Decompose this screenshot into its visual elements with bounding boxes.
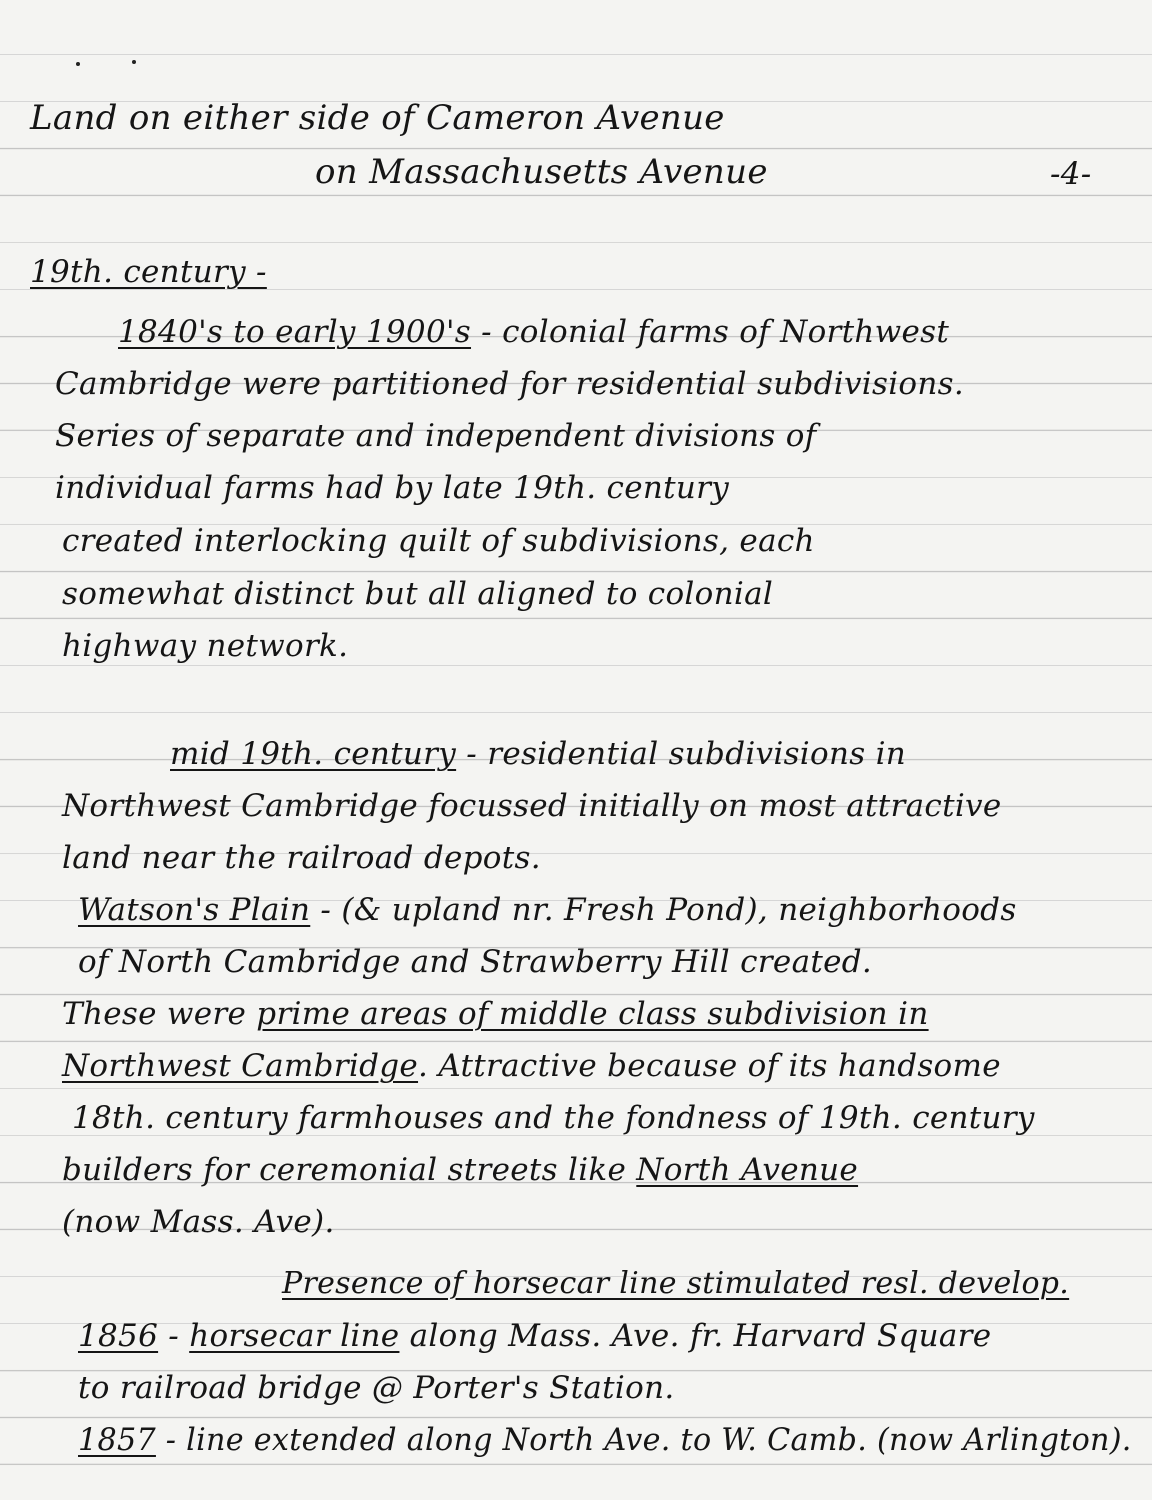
paragraph-1-line-2: Cambridge were partitioned for residential subdivisions. (55, 366, 965, 402)
heading-line-1: Land on either side of Cameron Avenue (30, 98, 725, 138)
paragraph-2-line-5: of North Cambridge and Strawberry Hill created. (78, 944, 873, 980)
paragraph-1-line-6: somewhat distinct but all aligned to colonial (62, 576, 774, 612)
date-range-underlined: 1840's to early 1900's (118, 314, 472, 350)
entry-1856 (78, 1316, 991, 1356)
paragraph-1-line-1 (118, 312, 949, 352)
entry-1856-text: along Mass. Ave. fr. Harvard Square (399, 1318, 992, 1354)
paragraph-1-line-7: highway network. (62, 628, 349, 664)
paragraph-2-line-6 (62, 994, 929, 1034)
year-1856-underlined: 1856 (78, 1318, 159, 1354)
entry-1856-line-2: to railroad bridge @ Porter's Station. (78, 1370, 675, 1406)
year-1857-underlined: 1857 (78, 1422, 156, 1458)
section-heading-19th-century: 19th. century - (30, 254, 267, 290)
paragraph-2-line-8: 18th. century farmhouses and the fondness of 19th. century (72, 1100, 1035, 1136)
paragraph-2-line-7 (62, 1046, 1001, 1086)
paragraph-2-line-3: land near the railroad depots. (62, 840, 541, 876)
page-number: -4- (1050, 156, 1092, 192)
paragraph-2-line-2: Northwest Cambridge focussed initially on most attractive (62, 788, 1002, 824)
paragraph-2-line-9 (62, 1150, 858, 1190)
paragraph-2-line-9-lead: builders for ceremonial streets like (62, 1152, 637, 1188)
entry-1856-separator: - (158, 1318, 190, 1354)
paragraph-1-line-5: created interlocking quilt of subdivisions, each (62, 523, 815, 559)
paragraph-1-line-3: Series of separate and independent divisions of (55, 418, 817, 454)
paragraph-2-line-1 (170, 734, 906, 774)
northwest-cambridge-underlined: Northwest Cambridge (62, 1048, 419, 1084)
entry-1857-text: - line extended along North Ave. to W. Camb. (now Arlington). (155, 1422, 1132, 1458)
paragraph-2-lead-text: - residential subdivisions in (456, 736, 907, 772)
north-avenue-underlined: North Avenue (636, 1152, 859, 1188)
paragraph-2-line-10: (now Mass. Ave). (62, 1204, 335, 1240)
paragraph-2-line-4 (78, 890, 1017, 930)
watsons-plain-underlined: Watson's Plain (78, 892, 311, 928)
paragraph-2-line-7-rest: . Attractive because of its handsome (418, 1048, 1001, 1084)
ink-speck (76, 62, 80, 66)
horsecar-section-heading: Presence of horsecar line stimulated resl. develop. (282, 1266, 1070, 1301)
paragraph-1-lead-text: - colonial farms of Northwest (471, 314, 950, 350)
paragraph-1-line-4: individual farms had by late 19th. century (55, 470, 730, 506)
ink-speck (132, 60, 136, 64)
watsons-plain-text: - (& upland nr. Fresh Pond), neighborhoods (310, 892, 1017, 928)
prime-areas-underlined: prime areas of middle class subdivision in (256, 996, 929, 1032)
date-mid-19th-underlined: mid 19th. century (170, 736, 457, 772)
paragraph-2-line-6-lead: These were (62, 996, 257, 1032)
horsecar-line-underlined: horsecar line (189, 1318, 400, 1354)
entry-1857 (78, 1420, 1132, 1460)
heading-line-2: on Massachusetts Avenue (315, 152, 768, 192)
